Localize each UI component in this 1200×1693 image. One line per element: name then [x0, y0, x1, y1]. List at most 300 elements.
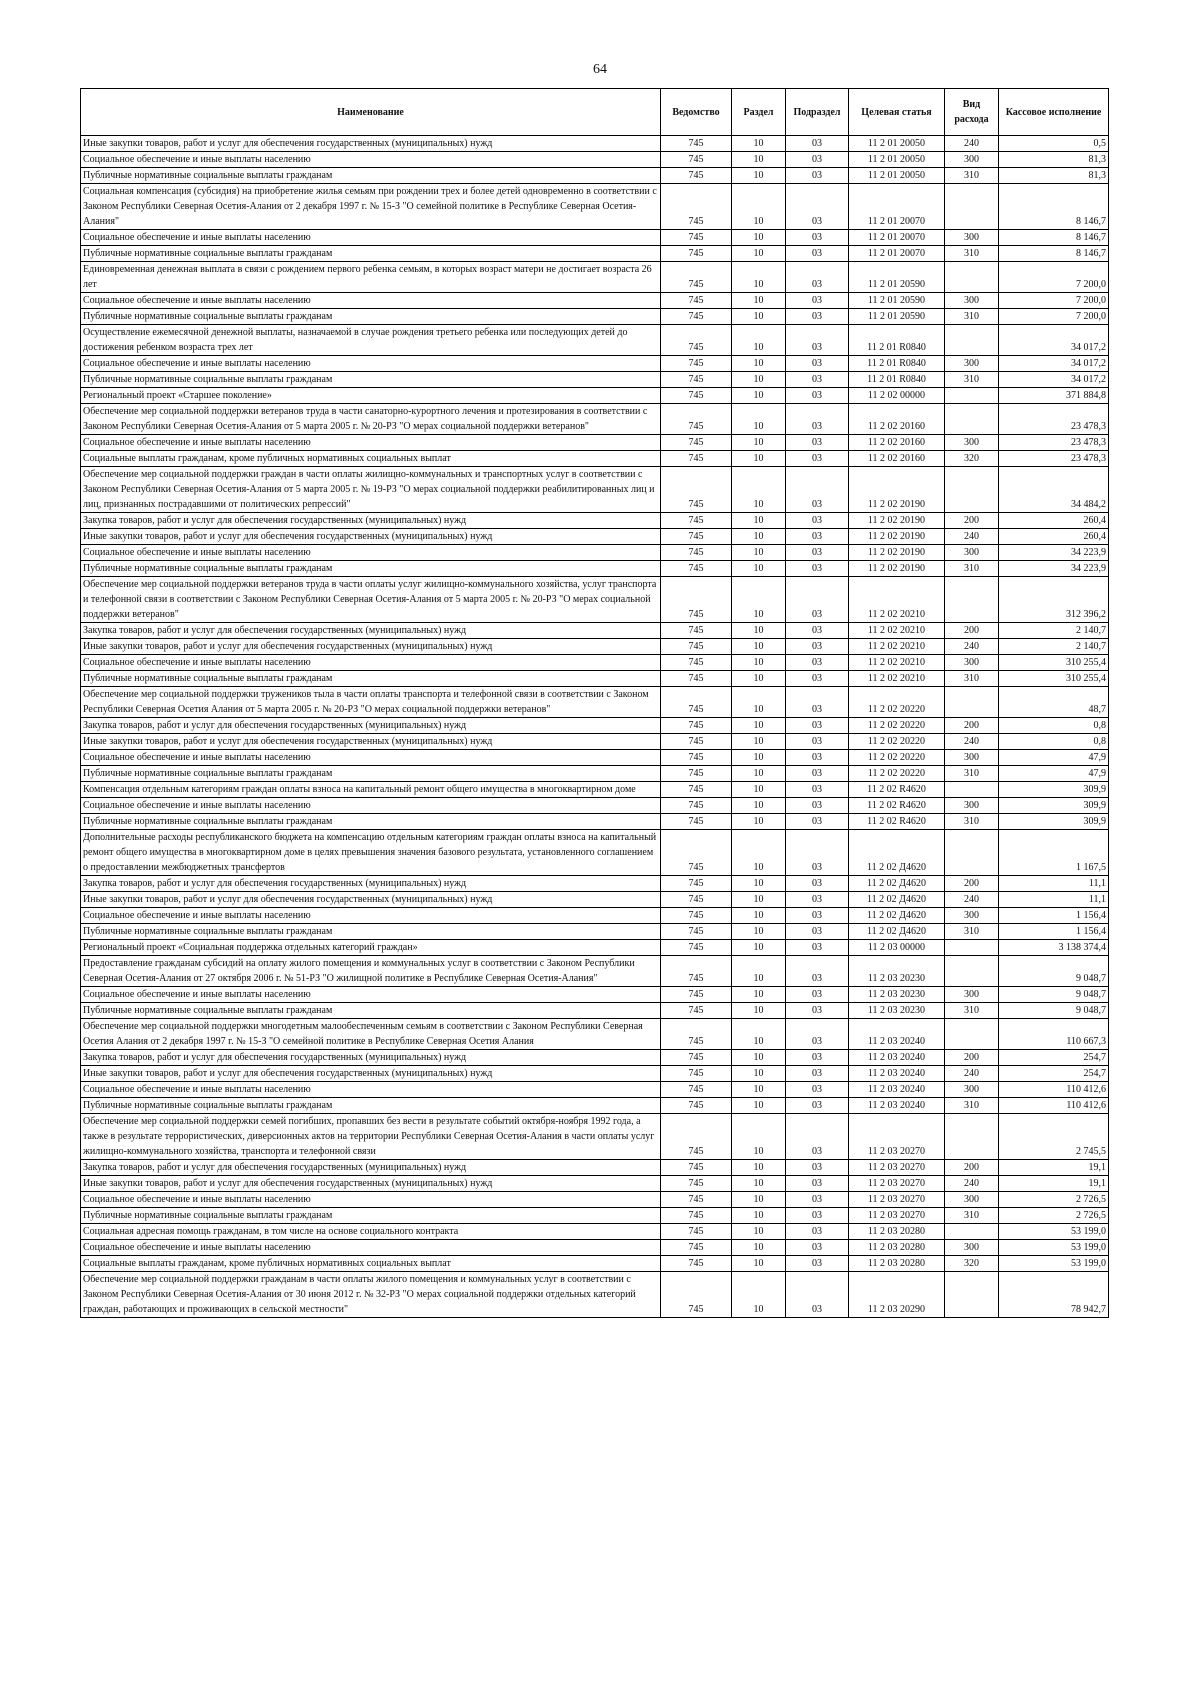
cell-podrazdel: 03	[786, 908, 849, 924]
cell-expense-type	[945, 1272, 999, 1318]
cell-cash-execution: 19,1	[999, 1160, 1109, 1176]
cell-vedomstvo: 745	[661, 388, 732, 404]
cell-expense-type	[945, 577, 999, 623]
cell-razdel: 10	[732, 435, 786, 451]
table-row	[81, 1224, 1109, 1240]
cell-cash-execution: 309,9	[999, 798, 1109, 814]
cell-podrazdel: 03	[786, 309, 849, 325]
cell-podrazdel: 03	[786, 529, 849, 545]
budget-table	[80, 88, 1109, 1318]
cell-name: Социальное обеспечение и иные выплаты населению	[81, 356, 661, 372]
table-row	[81, 513, 1109, 529]
cell-cash-execution: 53 199,0	[999, 1256, 1109, 1272]
cell-podrazdel: 03	[786, 1224, 849, 1240]
cell-expense-type: 310	[945, 924, 999, 940]
table-row	[81, 1176, 1109, 1192]
table-row	[81, 876, 1109, 892]
cell-cash-execution: 11,1	[999, 876, 1109, 892]
cell-target-article: 11 2 01 20590	[849, 309, 945, 325]
cell-name: Иные закупки товаров, работ и услуг для обеспечения государственных (муниципальных) нужд	[81, 136, 661, 152]
cell-podrazdel: 03	[786, 388, 849, 404]
cell-target-article: 11 2 01 20050	[849, 136, 945, 152]
cell-razdel: 10	[732, 1208, 786, 1224]
cell-target-article: 11 2 01 20590	[849, 293, 945, 309]
cell-name: Обеспечение мер социальной поддержки ветеранов труда в части санаторно-курортного лечения и протезирования в соответствии с Законом Республики Северная Осетия-Алания от 5 марта 2005 г. № 20-РЗ "О мерах социальной поддержки ветеранов"	[81, 404, 661, 435]
cell-cash-execution: 23 478,3	[999, 451, 1109, 467]
table-row	[81, 230, 1109, 246]
header-podrazdel: Подраздел	[786, 89, 849, 136]
cell-razdel: 10	[732, 1272, 786, 1318]
cell-target-article: 11 2 02 R4620	[849, 814, 945, 830]
cell-vedomstvo: 745	[661, 152, 732, 168]
cell-cash-execution: 2 726,5	[999, 1208, 1109, 1224]
budget-table-wrapper	[80, 88, 1108, 1318]
cell-podrazdel: 03	[786, 513, 849, 529]
cell-name: Публичные нормативные социальные выплаты гражданам	[81, 814, 661, 830]
cell-vedomstvo: 745	[661, 734, 732, 750]
cell-razdel: 10	[732, 1066, 786, 1082]
cell-cash-execution: 23 478,3	[999, 404, 1109, 435]
cell-target-article: 11 2 03 20290	[849, 1272, 945, 1318]
cell-target-article: 11 2 01 R0840	[849, 372, 945, 388]
cell-name: Социальная компенсация (субсидия) на приобретение жилья семьям при рождении трех и более детей одновременно в соответствии с Законом Республики Северная Осетия-Алания от 2 декабря 1997 г. № 15-З "О семейной политике в Республике Северная Осетия-Алания"	[81, 184, 661, 230]
cell-cash-execution: 1 156,4	[999, 924, 1109, 940]
cell-expense-type: 200	[945, 876, 999, 892]
cell-name: Социальная адресная помощь гражданам, в том числе на основе социального контракта	[81, 1224, 661, 1240]
cell-target-article: 11 2 03 20280	[849, 1224, 945, 1240]
cell-razdel: 10	[732, 782, 786, 798]
cell-target-article: 11 2 03 20280	[849, 1240, 945, 1256]
cell-expense-type: 240	[945, 734, 999, 750]
cell-target-article: 11 2 02 R4620	[849, 782, 945, 798]
cell-cash-execution: 2 745,5	[999, 1114, 1109, 1160]
table-row	[81, 1114, 1109, 1160]
cell-expense-type	[945, 467, 999, 513]
cell-vedomstvo: 745	[661, 1160, 732, 1176]
cell-razdel: 10	[732, 924, 786, 940]
cell-razdel: 10	[732, 184, 786, 230]
cell-target-article: 11 2 02 20160	[849, 451, 945, 467]
cell-vedomstvo: 745	[661, 356, 732, 372]
cell-expense-type: 240	[945, 529, 999, 545]
cell-target-article: 11 2 02 20220	[849, 734, 945, 750]
table-row	[81, 372, 1109, 388]
header-razdel: Раздел	[732, 89, 786, 136]
cell-expense-type	[945, 404, 999, 435]
cell-name: Иные закупки товаров, работ и услуг для обеспечения государственных (муниципальных) нужд	[81, 529, 661, 545]
cell-razdel: 10	[732, 1098, 786, 1114]
cell-expense-type	[945, 830, 999, 876]
cell-razdel: 10	[732, 1176, 786, 1192]
cell-target-article: 11 2 03 20230	[849, 1003, 945, 1019]
cell-name: Публичные нормативные социальные выплаты гражданам	[81, 168, 661, 184]
cell-podrazdel: 03	[786, 718, 849, 734]
cell-expense-type: 300	[945, 293, 999, 309]
table-row	[81, 814, 1109, 830]
cell-razdel: 10	[732, 1114, 786, 1160]
cell-target-article: 11 2 02 20210	[849, 655, 945, 671]
cell-name: Социальное обеспечение и иные выплаты населению	[81, 545, 661, 561]
cell-razdel: 10	[732, 152, 786, 168]
cell-expense-type: 320	[945, 451, 999, 467]
cell-cash-execution: 2 140,7	[999, 639, 1109, 655]
cell-name: Социальное обеспечение и иные выплаты населению	[81, 908, 661, 924]
table-row	[81, 687, 1109, 718]
cell-podrazdel: 03	[786, 152, 849, 168]
table-row	[81, 1160, 1109, 1176]
cell-vedomstvo: 745	[661, 655, 732, 671]
cell-vedomstvo: 745	[661, 1256, 732, 1272]
cell-razdel: 10	[732, 687, 786, 718]
cell-podrazdel: 03	[786, 1003, 849, 1019]
cell-expense-type	[945, 687, 999, 718]
cell-vedomstvo: 745	[661, 987, 732, 1003]
cell-vedomstvo: 745	[661, 750, 732, 766]
cell-podrazdel: 03	[786, 1050, 849, 1066]
cell-expense-type: 310	[945, 309, 999, 325]
header-cash-execution: Кассовое исполнение	[999, 89, 1109, 136]
cell-vedomstvo: 745	[661, 798, 732, 814]
table-row	[81, 750, 1109, 766]
cell-podrazdel: 03	[786, 671, 849, 687]
cell-podrazdel: 03	[786, 545, 849, 561]
cell-name: Публичные нормативные социальные выплаты гражданам	[81, 766, 661, 782]
cell-vedomstvo: 745	[661, 1192, 732, 1208]
cell-name: Предоставление гражданам субсидий на оплату жилого помещения и коммунальных услуг в соответствии с Законом Республики Северная Осетия-Алания от 27 октября 2006 г. № 51-РЗ "О жилищной политике в Республике Северная Осетия-Алания"	[81, 956, 661, 987]
cell-razdel: 10	[732, 372, 786, 388]
cell-razdel: 10	[732, 293, 786, 309]
cell-name: Обеспечение мер социальной поддержки семей погибших, пропавших без вести в результате событий октября-ноября 1992 года, а также в результате террористических, диверсионных актов на территории Республики Северная Осетия-Алания в части оплаты услуг жилищно-коммунального хозяйства, транспорта и телефонной связи	[81, 1114, 661, 1160]
cell-podrazdel: 03	[786, 924, 849, 940]
cell-expense-type	[945, 782, 999, 798]
cell-vedomstvo: 745	[661, 1019, 732, 1050]
cell-razdel: 10	[732, 798, 786, 814]
cell-podrazdel: 03	[786, 1176, 849, 1192]
table-header	[81, 89, 1109, 136]
cell-expense-type: 320	[945, 1256, 999, 1272]
cell-vedomstvo: 745	[661, 435, 732, 451]
cell-podrazdel: 03	[786, 687, 849, 718]
cell-target-article: 11 2 02 20210	[849, 671, 945, 687]
cell-expense-type: 310	[945, 1003, 999, 1019]
cell-expense-type: 300	[945, 1192, 999, 1208]
cell-razdel: 10	[732, 356, 786, 372]
cell-podrazdel: 03	[786, 262, 849, 293]
cell-cash-execution: 34 017,2	[999, 372, 1109, 388]
cell-cash-execution: 8 146,7	[999, 184, 1109, 230]
cell-cash-execution: 48,7	[999, 687, 1109, 718]
cell-razdel: 10	[732, 655, 786, 671]
cell-vedomstvo: 745	[661, 513, 732, 529]
cell-target-article: 11 2 01 R0840	[849, 356, 945, 372]
cell-podrazdel: 03	[786, 1240, 849, 1256]
cell-name: Иные закупки товаров, работ и услуг для обеспечения государственных (муниципальных) нужд	[81, 892, 661, 908]
cell-name: Социальное обеспечение и иные выплаты населению	[81, 750, 661, 766]
cell-cash-execution: 34 223,9	[999, 561, 1109, 577]
cell-podrazdel: 03	[786, 830, 849, 876]
cell-vedomstvo: 745	[661, 1208, 732, 1224]
cell-target-article: 11 2 02 Д4620	[849, 892, 945, 908]
cell-name: Публичные нормативные социальные выплаты гражданам	[81, 671, 661, 687]
cell-cash-execution: 81,3	[999, 168, 1109, 184]
cell-vedomstvo: 745	[661, 940, 732, 956]
cell-target-article: 11 2 02 20190	[849, 529, 945, 545]
cell-expense-type: 300	[945, 152, 999, 168]
cell-cash-execution: 110 412,6	[999, 1098, 1109, 1114]
cell-target-article: 11 2 01 20070	[849, 246, 945, 262]
table-row	[81, 671, 1109, 687]
cell-vedomstvo: 745	[661, 577, 732, 623]
cell-expense-type: 310	[945, 372, 999, 388]
cell-razdel: 10	[732, 230, 786, 246]
cell-razdel: 10	[732, 577, 786, 623]
cell-podrazdel: 03	[786, 814, 849, 830]
cell-podrazdel: 03	[786, 325, 849, 356]
cell-razdel: 10	[732, 1240, 786, 1256]
cell-podrazdel: 03	[786, 892, 849, 908]
cell-vedomstvo: 745	[661, 168, 732, 184]
cell-expense-type	[945, 184, 999, 230]
cell-podrazdel: 03	[786, 782, 849, 798]
cell-cash-execution: 254,7	[999, 1066, 1109, 1082]
cell-razdel: 10	[732, 671, 786, 687]
table-row	[81, 718, 1109, 734]
header-expense-type: Вид расхода	[945, 89, 999, 136]
cell-cash-execution: 110 667,3	[999, 1019, 1109, 1050]
cell-expense-type	[945, 262, 999, 293]
cell-cash-execution: 309,9	[999, 782, 1109, 798]
cell-target-article: 11 2 03 20240	[849, 1066, 945, 1082]
cell-target-article: 11 2 03 20240	[849, 1098, 945, 1114]
cell-vedomstvo: 745	[661, 1066, 732, 1082]
table-row	[81, 136, 1109, 152]
cell-vedomstvo: 745	[661, 404, 732, 435]
header-row	[81, 89, 1109, 136]
cell-name: Социальное обеспечение и иные выплаты населению	[81, 293, 661, 309]
cell-podrazdel: 03	[786, 1192, 849, 1208]
cell-vedomstvo: 745	[661, 623, 732, 639]
cell-vedomstvo: 745	[661, 262, 732, 293]
cell-expense-type: 240	[945, 1176, 999, 1192]
cell-target-article: 11 2 02 Д4620	[849, 830, 945, 876]
cell-cash-execution: 310 255,4	[999, 655, 1109, 671]
cell-razdel: 10	[732, 623, 786, 639]
cell-cash-execution: 53 199,0	[999, 1240, 1109, 1256]
cell-cash-execution: 2 140,7	[999, 623, 1109, 639]
cell-expense-type: 200	[945, 1050, 999, 1066]
cell-name: Обеспечение мер социальной поддержки граждан в части оплаты жилищно-коммунальных и транспортных услуг в соответствии с Законом Республики Северная Осетия-Алания от 5 марта 2005 г. № 19-РЗ "О мерах социальной поддержки реабилитированных лиц и лиц, признанных пострадавшими от политических репрессий"	[81, 467, 661, 513]
cell-vedomstvo: 745	[661, 924, 732, 940]
cell-razdel: 10	[732, 309, 786, 325]
cell-expense-type: 300	[945, 356, 999, 372]
cell-cash-execution: 9 048,7	[999, 1003, 1109, 1019]
cell-cash-execution: 53 199,0	[999, 1224, 1109, 1240]
cell-target-article: 11 2 03 20270	[849, 1176, 945, 1192]
cell-vedomstvo: 745	[661, 325, 732, 356]
cell-razdel: 10	[732, 325, 786, 356]
cell-vedomstvo: 745	[661, 293, 732, 309]
cell-podrazdel: 03	[786, 940, 849, 956]
header-name: Наименование	[81, 89, 661, 136]
cell-expense-type	[945, 956, 999, 987]
cell-vedomstvo: 745	[661, 1003, 732, 1019]
cell-podrazdel: 03	[786, 1114, 849, 1160]
cell-target-article: 11 2 02 00000	[849, 388, 945, 404]
table-row	[81, 734, 1109, 750]
cell-target-article: 11 2 02 20190	[849, 545, 945, 561]
cell-name: Иные закупки товаров, работ и услуг для обеспечения государственных (муниципальных) нужд	[81, 1176, 661, 1192]
header-vedomstvo: Ведомство	[661, 89, 732, 136]
cell-podrazdel: 03	[786, 467, 849, 513]
cell-name: Социальное обеспечение и иные выплаты населению	[81, 987, 661, 1003]
cell-target-article: 11 2 02 R4620	[849, 798, 945, 814]
cell-razdel: 10	[732, 404, 786, 435]
cell-name: Публичные нормативные социальные выплаты гражданам	[81, 372, 661, 388]
cell-target-article: 11 2 03 00000	[849, 940, 945, 956]
cell-vedomstvo: 745	[661, 467, 732, 513]
cell-name: Закупка товаров, работ и услуг для обеспечения государственных (муниципальных) нужд	[81, 623, 661, 639]
cell-vedomstvo: 745	[661, 876, 732, 892]
cell-podrazdel: 03	[786, 798, 849, 814]
cell-target-article: 11 2 02 20160	[849, 404, 945, 435]
cell-name: Социальное обеспечение и иные выплаты населению	[81, 798, 661, 814]
cell-expense-type: 300	[945, 545, 999, 561]
cell-podrazdel: 03	[786, 168, 849, 184]
cell-cash-execution: 47,9	[999, 766, 1109, 782]
cell-razdel: 10	[732, 136, 786, 152]
table-row	[81, 924, 1109, 940]
table-row	[81, 766, 1109, 782]
cell-target-article: 11 2 01 20070	[849, 230, 945, 246]
cell-target-article: 11 2 02 20190	[849, 513, 945, 529]
cell-podrazdel: 03	[786, 1272, 849, 1318]
cell-vedomstvo: 745	[661, 372, 732, 388]
cell-cash-execution: 11,1	[999, 892, 1109, 908]
cell-expense-type	[945, 1114, 999, 1160]
cell-expense-type	[945, 325, 999, 356]
cell-razdel: 10	[732, 956, 786, 987]
cell-podrazdel: 03	[786, 876, 849, 892]
cell-vedomstvo: 745	[661, 814, 732, 830]
cell-expense-type	[945, 388, 999, 404]
cell-name: Иные закупки товаров, работ и услуг для обеспечения государственных (муниципальных) нужд	[81, 639, 661, 655]
cell-podrazdel: 03	[786, 987, 849, 1003]
cell-target-article: 11 2 01 R0840	[849, 325, 945, 356]
cell-cash-execution: 110 412,6	[999, 1082, 1109, 1098]
cell-expense-type: 310	[945, 561, 999, 577]
cell-expense-type: 240	[945, 639, 999, 655]
cell-target-article: 11 2 03 20270	[849, 1208, 945, 1224]
cell-cash-execution: 8 146,7	[999, 230, 1109, 246]
cell-cash-execution: 78 942,7	[999, 1272, 1109, 1318]
cell-razdel: 10	[732, 1050, 786, 1066]
cell-cash-execution: 254,7	[999, 1050, 1109, 1066]
cell-cash-execution: 81,3	[999, 152, 1109, 168]
cell-podrazdel: 03	[786, 623, 849, 639]
cell-vedomstvo: 745	[661, 1224, 732, 1240]
cell-razdel: 10	[732, 1192, 786, 1208]
cell-target-article: 11 2 02 20220	[849, 766, 945, 782]
table-row	[81, 168, 1109, 184]
cell-podrazdel: 03	[786, 750, 849, 766]
cell-expense-type: 200	[945, 1160, 999, 1176]
cell-podrazdel: 03	[786, 246, 849, 262]
cell-vedomstvo: 745	[661, 1272, 732, 1318]
cell-name: Обеспечение мер социальной поддержки многодетным малообеспеченным семьям в соответствии с Законом Республики Северная Осетия Алания от 2 декабря 1997 г. № 15-З "О семейной политике в Республике Северная Осетия Алания	[81, 1019, 661, 1050]
table-row	[81, 435, 1109, 451]
cell-target-article: 11 2 02 Д4620	[849, 876, 945, 892]
cell-expense-type	[945, 940, 999, 956]
cell-vedomstvo: 745	[661, 1050, 732, 1066]
cell-name: Региональный проект «Социальная поддержка отдельных категорий граждан»	[81, 940, 661, 956]
cell-expense-type: 300	[945, 798, 999, 814]
cell-podrazdel: 03	[786, 1160, 849, 1176]
cell-vedomstvo: 745	[661, 1082, 732, 1098]
table-row	[81, 1208, 1109, 1224]
cell-podrazdel: 03	[786, 356, 849, 372]
cell-razdel: 10	[732, 639, 786, 655]
cell-podrazdel: 03	[786, 372, 849, 388]
cell-razdel: 10	[732, 1224, 786, 1240]
cell-cash-execution: 0,5	[999, 136, 1109, 152]
cell-target-article: 11 2 03 20240	[849, 1050, 945, 1066]
cell-vedomstvo: 745	[661, 451, 732, 467]
cell-cash-execution: 260,4	[999, 513, 1109, 529]
table-row	[81, 529, 1109, 545]
cell-vedomstvo: 745	[661, 830, 732, 876]
cell-podrazdel: 03	[786, 639, 849, 655]
cell-vedomstvo: 745	[661, 1098, 732, 1114]
cell-razdel: 10	[732, 734, 786, 750]
table-row	[81, 892, 1109, 908]
cell-cash-execution: 23 478,3	[999, 435, 1109, 451]
cell-razdel: 10	[732, 1019, 786, 1050]
table-row	[81, 309, 1109, 325]
cell-name: Публичные нормативные социальные выплаты гражданам	[81, 924, 661, 940]
cell-razdel: 10	[732, 513, 786, 529]
cell-razdel: 10	[732, 830, 786, 876]
cell-expense-type: 300	[945, 908, 999, 924]
cell-razdel: 10	[732, 876, 786, 892]
table-row	[81, 467, 1109, 513]
cell-target-article: 11 2 01 20590	[849, 262, 945, 293]
table-row	[81, 1082, 1109, 1098]
cell-name: Закупка товаров, работ и услуг для обеспечения государственных (муниципальных) нужд	[81, 718, 661, 734]
cell-expense-type: 240	[945, 1066, 999, 1082]
cell-target-article: 11 2 02 20220	[849, 718, 945, 734]
cell-name: Публичные нормативные социальные выплаты гражданам	[81, 309, 661, 325]
cell-cash-execution: 7 200,0	[999, 309, 1109, 325]
cell-cash-execution: 3 138 374,4	[999, 940, 1109, 956]
page-number: 64	[593, 62, 607, 77]
cell-vedomstvo: 745	[661, 892, 732, 908]
cell-razdel: 10	[732, 561, 786, 577]
cell-razdel: 10	[732, 545, 786, 561]
cell-podrazdel: 03	[786, 136, 849, 152]
cell-expense-type: 200	[945, 513, 999, 529]
cell-cash-execution: 0,8	[999, 734, 1109, 750]
cell-cash-execution: 34 017,2	[999, 356, 1109, 372]
cell-razdel: 10	[732, 987, 786, 1003]
cell-name: Социальное обеспечение и иные выплаты населению	[81, 655, 661, 671]
cell-cash-execution: 9 048,7	[999, 956, 1109, 987]
cell-target-article: 11 2 03 20230	[849, 987, 945, 1003]
cell-name: Публичные нормативные социальные выплаты гражданам	[81, 561, 661, 577]
table-row	[81, 561, 1109, 577]
cell-vedomstvo: 745	[661, 908, 732, 924]
cell-name: Закупка товаров, работ и услуг для обеспечения государственных (муниципальных) нужд	[81, 1050, 661, 1066]
cell-podrazdel: 03	[786, 1208, 849, 1224]
